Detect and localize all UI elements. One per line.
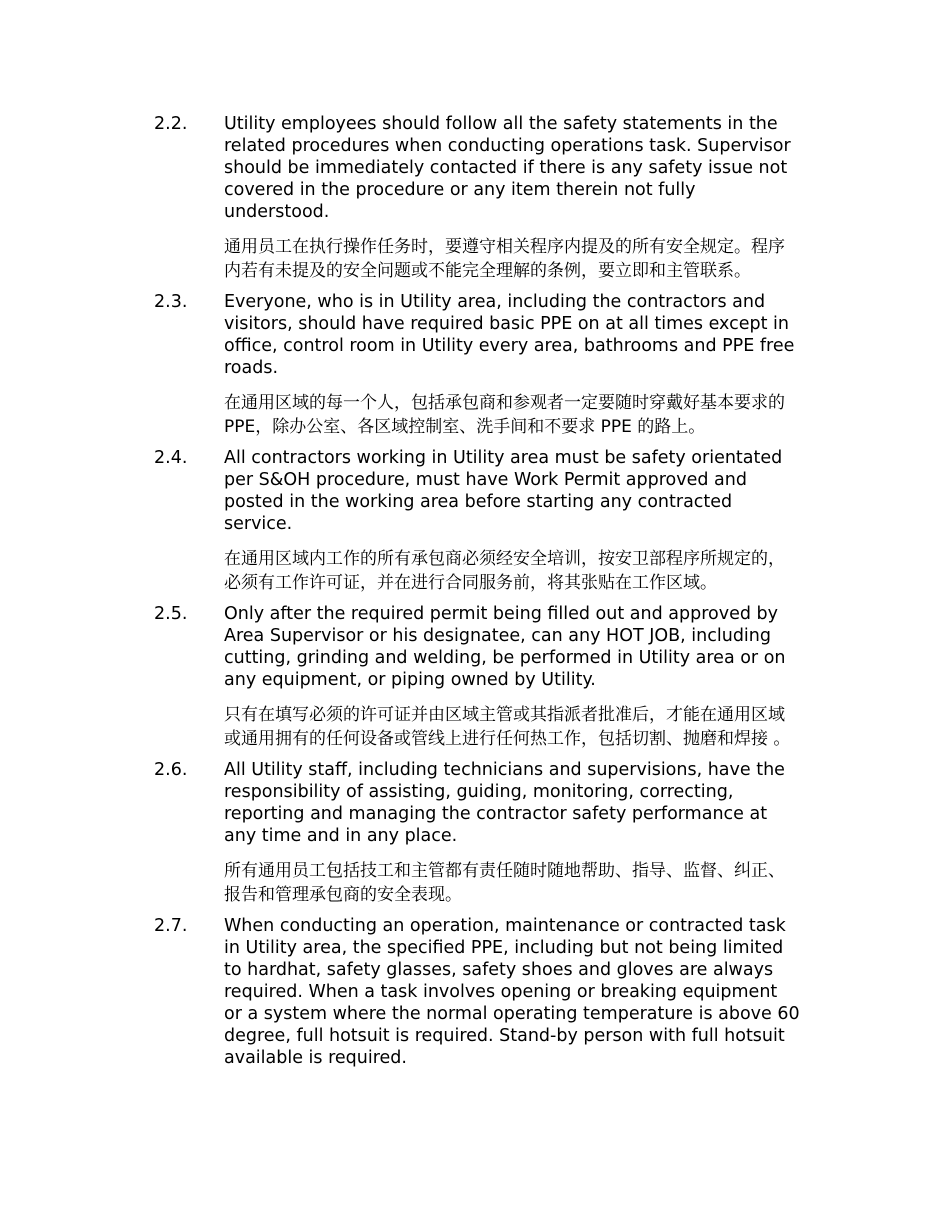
clause-number: 2.6.: [154, 760, 188, 780]
text-line: 或通用拥有的任何设备或管线上进行任何热工作，包括切割、抛磨和焊接 。: [224, 729, 791, 749]
text-line: office, control room in Utility every area, bathrooms and PPE free: [224, 336, 795, 356]
text-line: Everyone, who is in Utility area, including the contractors and: [224, 292, 766, 312]
clause-text-english: [224, 447, 844, 535]
text-line: All Utility staff, including technicians and supervisions, have the: [224, 760, 785, 780]
clause-text-chinese: [224, 859, 844, 907]
clause-text-chinese: [224, 547, 844, 595]
clause-text-english: [224, 291, 844, 379]
text-line: or a system where the normal operating temperature is above 60: [224, 1004, 800, 1024]
clause-text-english: [224, 759, 844, 847]
text-line: required. When a task involves opening or breaking equipment: [224, 982, 778, 1002]
text-line: 在通用区域内工作的所有承包商必须经安全培训，按安卫部程序所规定的，: [224, 549, 785, 569]
document-page: [0, 113, 950, 1077]
clause-text-chinese: [224, 235, 844, 283]
text-line: in Utility area, the specified PPE, including but not being limited: [224, 938, 784, 958]
text-line: Area Supervisor or his designatee, can any HOT JOB, including: [224, 626, 771, 646]
text-line: any equipment, or piping owned by Utility.: [224, 670, 596, 690]
clause-text-chinese: [224, 703, 844, 751]
text-line: to hardhat, safety glasses, safety shoes and gloves are always: [224, 960, 774, 980]
text-line: responsibility of assisting, guiding, monitoring, correcting,: [224, 782, 734, 802]
text-line: 报告和管理承包商的安全表现。: [224, 885, 462, 905]
clause-2-2: [0, 113, 950, 283]
clause-2-4: [0, 447, 950, 595]
clause-2-3: [0, 291, 950, 439]
clause-number: 2.4.: [154, 448, 188, 468]
text-line: covered in the procedure or any item therein not fully: [224, 180, 696, 200]
clause-2-5: [0, 603, 950, 751]
text-line: Only after the required permit being filled out and approved by: [224, 604, 778, 624]
clause-text-english: [224, 603, 844, 691]
text-line: posted in the working area before starting any contracted: [224, 492, 733, 512]
clause-2-7: [0, 915, 950, 1069]
text-line: per S&OH procedure, must have Work Permit approved and: [224, 470, 747, 490]
clause-2-6: [0, 759, 950, 907]
text-line: 内若有未提及的安全问题或不能完全理解的条例，要立即和主管联系。: [224, 261, 751, 281]
text-line: roads.: [224, 358, 279, 378]
text-line: cutting, grinding and welding, be performed in Utility area or on: [224, 648, 786, 668]
text-line: 在通用区域的每一个人，包括承包商和参观者一定要随时穿戴好基本要求的: [224, 393, 785, 413]
text-line: available is required.: [224, 1048, 407, 1068]
clause-number: 2.5.: [154, 604, 188, 624]
text-line: service.: [224, 514, 293, 534]
text-line: Utility employees should follow all the safety statements in the: [224, 114, 778, 134]
clause-text-english: [224, 915, 844, 1069]
text-line: visitors, should have required basic PPE on at all times except in: [224, 314, 789, 334]
clause-number: 2.2.: [154, 114, 188, 134]
text-line: 所有通用员工包括技工和主管都有责任随时随地帮助、指导、监督、纠正、: [224, 861, 785, 881]
clause-number: 2.7.: [154, 916, 188, 936]
text-line: understood.: [224, 202, 330, 222]
text-line: 通用员工在执行操作任务时，要遵守相关程序内提及的所有安全规定。程序: [224, 237, 785, 257]
text-line: related procedures when conducting operations task. Supervisor: [224, 136, 791, 156]
text-line: All contractors working in Utility area must be safety orientated: [224, 448, 783, 468]
clause-text-chinese: [224, 391, 844, 439]
text-line: reporting and managing the contractor safety performance at: [224, 804, 768, 824]
text-line: PPE，除办公室、各区域控制室、洗手间和不要求 PPE 的路上。: [224, 417, 706, 437]
text-line: When conducting an operation, maintenance or contracted task: [224, 916, 786, 936]
text-line: 必须有工作许可证，并在进行合同服务前，将其张贴在工作区域。: [224, 573, 717, 593]
clause-text-english: [224, 113, 844, 223]
text-line: 只有在填写必须的许可证并由区域主管或其指派者批准后，才能在通用区域: [224, 705, 785, 725]
text-line: degree, full hotsuit is required. Stand-by person with full hotsuit: [224, 1026, 785, 1046]
text-line: any time and in any place.: [224, 826, 458, 846]
text-line: should be immediately contacted if there is any safety issue not: [224, 158, 788, 178]
clause-number: 2.3.: [154, 292, 188, 312]
